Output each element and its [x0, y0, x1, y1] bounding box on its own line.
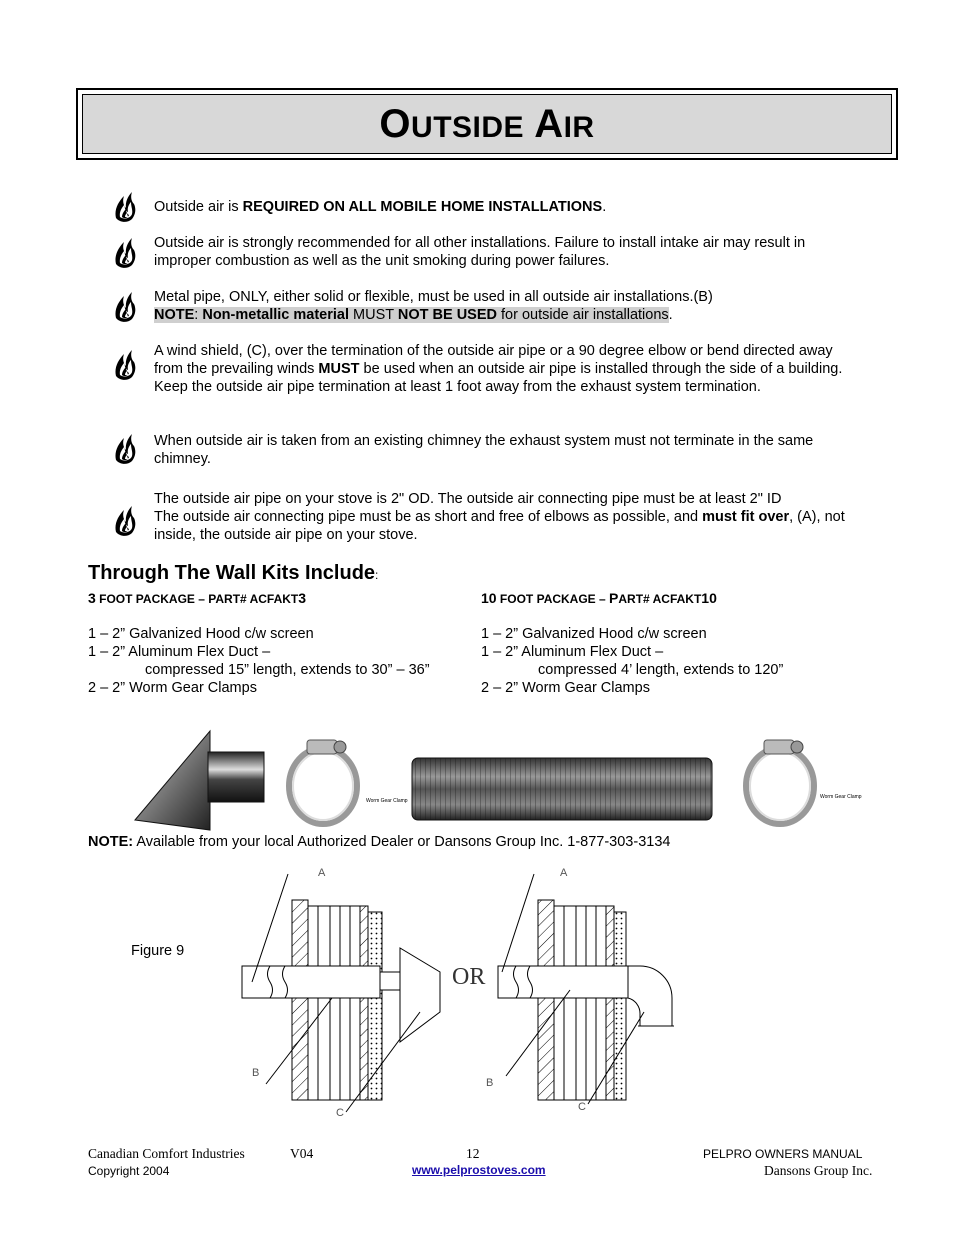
label-b-right: B [486, 1077, 494, 1089]
title-inner [82, 94, 892, 154]
bullet-text-5: When outside air is taken from an existing chimney the exhaust system must not terminate in the same chimney. [154, 433, 814, 467]
flame-bullet-icon [112, 234, 140, 270]
page-title: OUTSIDE AIR [379, 101, 595, 146]
footer-company: Canadian Comfort Industries [88, 1146, 245, 1161]
label-c-left: C [336, 1107, 344, 1119]
bullet-text-3: Metal pipe, ONLY, either solid or flexible, must be used in all outside air installations.(B) NOTE: Non-metallic material MUST NOT BE USED for outside air installations. [154, 289, 713, 323]
footer-copyright: Copyright 2004 [88, 1164, 170, 1178]
bullet-text-4: A wind shield, (C), over the termination of the outside air pipe or a 90 degree elbow or bend directed away from the prevailing winds MUST be used when an outside air pipe is installed through the side of a building. Keep the outside air pipe termination at least 1 foot away from the exhaust system termination. [154, 343, 843, 395]
flame-bullet-icon [112, 430, 140, 466]
worm-gear-clamp-photo [289, 740, 357, 824]
footer-version: V04 [290, 1146, 314, 1161]
label-c-right: C [578, 1101, 586, 1113]
website-link[interactable]: www.pelprostoves.com [412, 1163, 546, 1177]
footer-page-number: 12 [466, 1146, 480, 1161]
flame-bullet-icon [112, 188, 140, 224]
label-b-left: B [252, 1067, 260, 1079]
bullet-text-2: Outside air is strongly recommended for all other installations. Failure to install intake air may result in improper combustion as well as the unit smoking during power failures. [154, 235, 806, 269]
footer-manual-title: PELPRO OWNERS MANUAL [703, 1147, 863, 1161]
package-3-foot-title: 3 FOOT PACKAGE – PART# ACFAKT3 [88, 590, 307, 606]
flame-bullet-icon [112, 502, 140, 538]
label-a-left: A [318, 867, 326, 879]
footer-dansons: Dansons Group Inc. [764, 1163, 873, 1178]
package-3-foot-items: 1 – 2” Galvanized Hood c/w screen 1 – 2” Aluminum Flex Duct – compressed 15” length, extends to 30” – 36” 2 – 2” Worm Gear Clamps [88, 626, 430, 696]
clamp-label-2: Worm Gear Clamp [820, 794, 862, 800]
availability-note: NOTE: Available from your local Authorized Dealer or Dansons Group Inc. 1-877-303-3134 [88, 834, 671, 850]
flame-bullet-icon [112, 288, 140, 324]
clamp-label-1: Worm Gear Clamp [366, 798, 408, 804]
worm-gear-clamp-photo-2 [746, 740, 814, 824]
package-10-foot-items: 1 – 2” Galvanized Hood c/w screen 1 – 2” Aluminum Flex Duct – compressed 4’ length, extends to 120” 2 – 2” Worm Gear Clamps [481, 626, 784, 696]
label-a-right: A [560, 867, 568, 879]
title-box [76, 88, 898, 160]
bullet-text-1: Outside air is REQUIRED ON ALL MOBILE HOME INSTALLATIONS. [154, 199, 607, 215]
kit-parts-photos [130, 728, 870, 834]
bullet-text-6: The outside air pipe on your stove is 2" OD. The outside air connecting pipe must be at least 2" ID The outside air connecting pipe must be as short and free of elbows as possible, and must fit over, (A), not inside, the outside air pipe on your stove. [154, 491, 845, 543]
package-10-foot-title: 10 FOOT PACKAGE – PART# ACFAKT10 [481, 590, 717, 606]
kits-heading: Through The Wall Kits Include: [88, 562, 379, 584]
galvanized-hood-photo [135, 731, 264, 830]
flame-bullet-icon [112, 346, 140, 382]
flex-duct-photo [412, 758, 712, 820]
figure-9-diagram [240, 862, 690, 1122]
figure-label: Figure 9 [131, 943, 185, 959]
figure-or-text: OR [452, 964, 486, 990]
